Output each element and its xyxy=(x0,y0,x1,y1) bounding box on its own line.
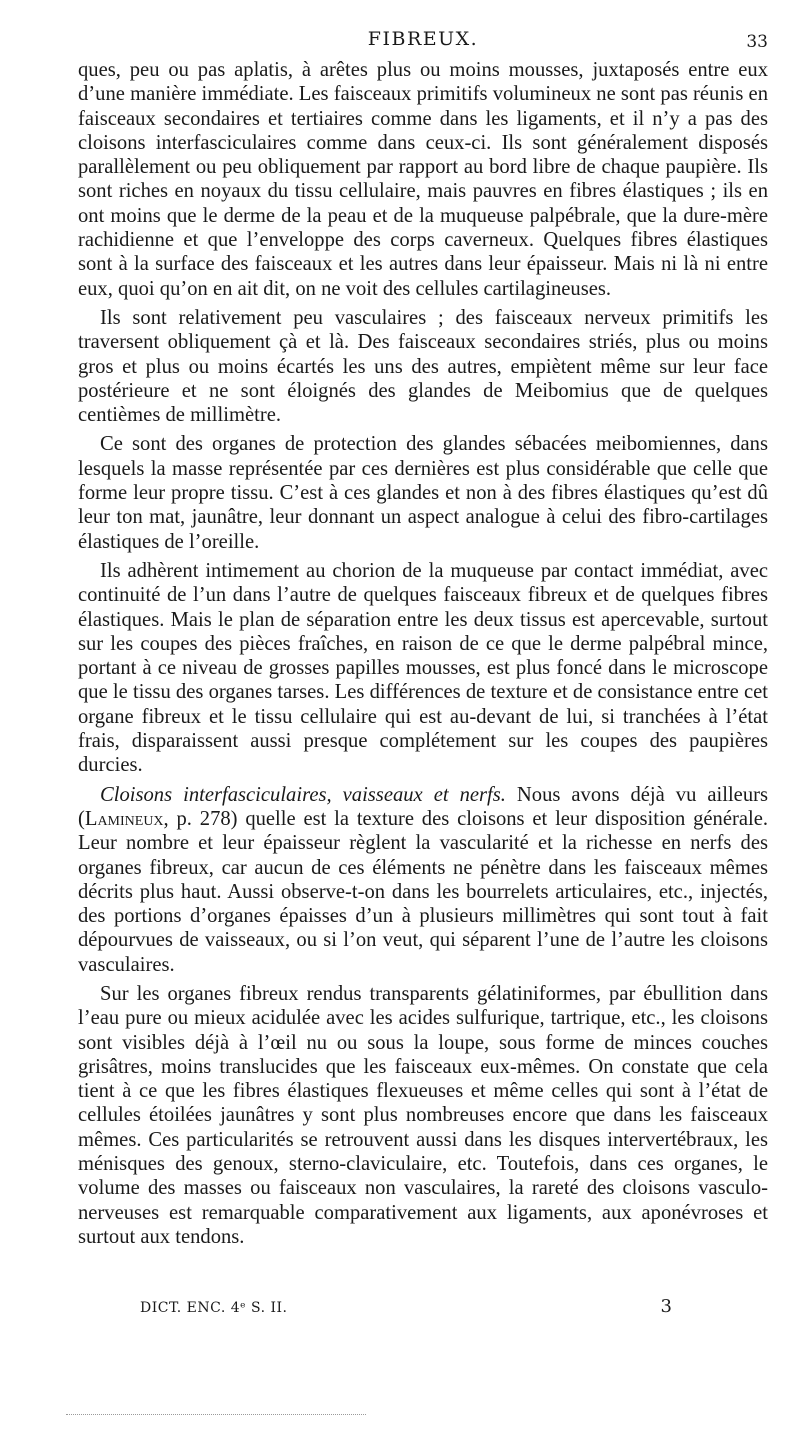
paragraph-5 xyxy=(78,783,768,977)
paragraph-5-text-a: Nous avons déjà vu ailleurs ( xyxy=(78,783,768,830)
page-header xyxy=(78,28,768,54)
cross-reference: Lamineux xyxy=(84,807,164,830)
paragraph-2: Ils sont relativement peu vasculaires ; des faisceaux nerveux primitifs les traversent obliquement çà et là. Des faisceaux secondaires striés, plus ou moins gros et plus ou moins écartés les uns des autres, empiètent même sur leur face postérieure et ne sont éloignés des glandes de Meibomius que de quelques centièmes de millimètre. xyxy=(78,306,768,427)
paragraph-5-text-b: , p. 278) quelle est la texture des cloisons et leur disposition générale. Leur nombre et leur épaisseur règlent la vascularité et la richesse en nerfs des organes fibreux, car aucun de ces éléments ne pénètre dans les faisceaux mêmes décrits plus haut. Aussi observe-t-on dans les bourrelets articulaires, etc., injectés, des portions d’organes épaisses d’un à plusieurs millimètres qui sont tout à fait dépourvues de vaisseaux, ou si l’on veut, qui séparent l’une de l’autre les cloisons vasculaires. xyxy=(78,807,768,976)
paragraph-1: ques, peu ou pas aplatis, à arêtes plus ou moins mousses, juxtaposés entre eux d’une manière immédiate. Les faisceaux primitifs volumineux ne sont pas réunis en faisceaux secondaires et tertiaires comme dans les ligaments, et il n’y a pas des cloisons interfasciculaires comme dans ceux-ci. Ils sont généralement disposés parallèlement ou peu obliquement par rapport au bord libre de chaque paupière. Ils sont riches en noyaux du tissu cellulaire, mais pauvres en fibres élastiques ; ils en ont moins que le derme de la peau et de la muqueuse palpébrale, que la dure-mère rachidienne et que l’enveloppe des corps caverneux. Quelques fibres élastiques sont à la surface des faisceaux et les autres dans leur épaisseur. Mais ni là ni entre eux, quoi qu’on en ait dit, on ne voit des cellules cartilagineuses. xyxy=(78,59,768,300)
running-title: FIBREUX. xyxy=(367,28,479,50)
signature-mark: 3 xyxy=(660,1296,672,1317)
printer-signature: DICT. ENC. 4ᵉ S. II. xyxy=(140,1300,288,1316)
bottom-dotted-rule xyxy=(66,1414,366,1415)
paragraph-4: Ils adhèrent intimement au chorion de la muqueuse par contact immédiat, avec continuité de l’un dans l’autre de quelques faisceaux fibreux et de quelques fibres élastiques. Mais le plan de séparation entre les deux tissus est apercevable, surtout sur les coupes des pièces fraîches, en raison de ce que le derme palpébral mince, portant à ce niveau de grosses papilles mousses, est plus foncé dans le microscope que le tissu des organes tarses. Les différences de texture et de consistance entre cet organe fibreux et le tissu cellulaire qui est au-devant de lui, si tranchées à l’état frais, disparaissent aussi presque complétement sur les coupes des paupières durcies. xyxy=(78,559,768,777)
page-number: 33 xyxy=(746,32,768,52)
paragraph-3: Ce sont des organes de protection des glandes sébacées meibomiennes, dans lesquels la masse représentée par ces dernières est plus considérable que celle que forme leur propre tissu. C’est à ces glandes et non à des fibres élastiques qu’est dû leur ton mat, jaunâtre, leur donnant un aspect analogue à celui des fibro-cartilages élastiques de l’oreille. xyxy=(78,433,768,553)
body-text xyxy=(78,58,768,1254)
section-heading: Cloisons interfasciculaires, vaisseaux et nerfs. xyxy=(100,783,506,806)
page-footer xyxy=(140,1296,680,1320)
paragraph-6: Sur les organes fibreux rendus transparents gélatiniformes, par ébullition dans l’eau pure ou mieux acidulée avec les acides sulfurique, tartrique, etc., les cloisons sont visibles déjà à l’œil nu ou sous la loupe, sous forme de minces couches grisâtres, moins translucides que les faisceaux eux-mêmes. On constate que cela tient à ce que les fibres élastiques flexueuses et même celles qui sont à l’état de cellules étoilées jaunâtres y sont plus nombreuses encore que dans les faisceaux mêmes. Ces particularités se retrouvent aussi dans les disques intervertébraux, les ménisques des genoux, sterno-claviculaire, etc. Toutefois, dans ces organes, le volume des masses ou faisceaux non vasculaires, la rareté des cloisons vasculo-nerveuses est remarquable comparativement aux ligaments, aux aponévroses et surtout aux tendons. xyxy=(78,982,768,1248)
